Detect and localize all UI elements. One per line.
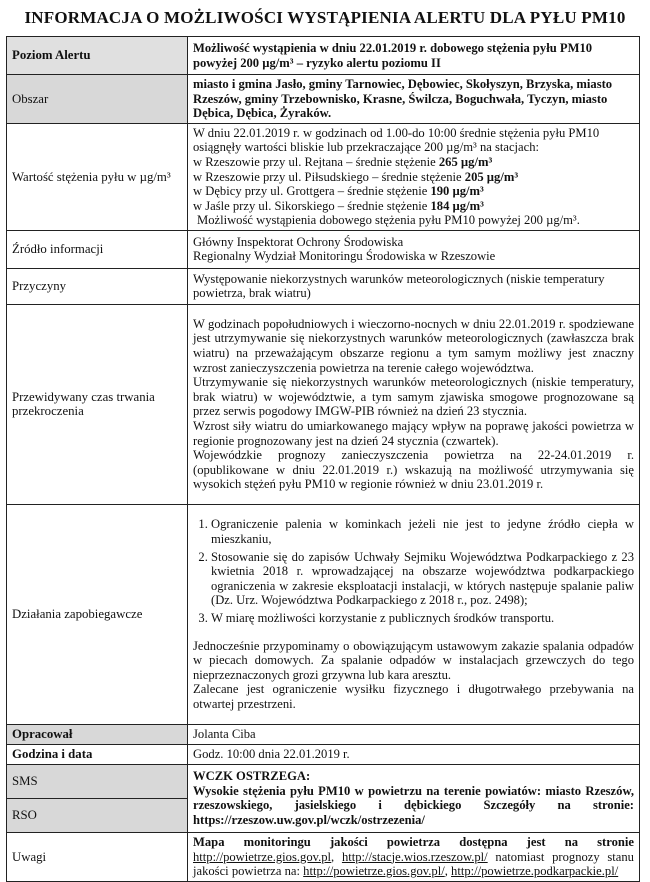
reminder-paragraph: Jednocześnie przypominamy o obowiązującym ustawowym zakazie spalania odpadów w piecach domowych. Za spalanie odpadów w instalacjach grzewczych do tego nieprzeznaczonych grozi grzywna lub kara aresztu. bbox=[193, 638, 634, 682]
label-dzialania: Działania zapobiegawcze bbox=[7, 504, 188, 724]
value-zrodlo bbox=[188, 230, 640, 268]
sms-body-text: Wysokie stężenia pyłu PM10 w powietrzu na terenie powiatów: miasto Rzeszów, rzeszowskiego, jasielskiego i dębickiego Szczegóły na stronie: https://rzeszow.uw.gov.pl/wczk/ostrzezenia/ bbox=[193, 783, 634, 828]
row-zrodlo bbox=[7, 230, 640, 268]
value-godzina: Godz. 10:00 dnia 22.01.2019 r. bbox=[188, 744, 640, 764]
forecast-paragraph-4: Wojewódzkie prognozy zanieczyszczenia powietrza na 22-24.01.2019 r. (opublikowane w dniu 22.01.2019 r.) wskazują na możliwość utrzymywania się wysokich stężeń pyłu PM10 w regionie również w dniu 23.01.2019 r. bbox=[193, 448, 634, 492]
preventive-actions-list bbox=[193, 517, 634, 625]
row-godzina bbox=[7, 744, 640, 764]
document-title: INFORMACJA O MOŻLIWOŚCI WYSTĄPIENIA ALERTU DLA PYŁU PM10 bbox=[24, 8, 626, 27]
label-godzina: Godzina i data bbox=[7, 744, 188, 764]
sms-heading-text: WCZK OSTRZEGA: bbox=[193, 769, 311, 784]
label-obszar: Obszar bbox=[7, 75, 188, 124]
station-text: w Dębicy przy ul. Grottgera – średnie stężenie bbox=[193, 184, 428, 199]
value-obszar bbox=[188, 75, 640, 124]
station-line bbox=[193, 170, 634, 185]
map-lead-text: Mapa monitoringu jakości powietrza dostępna jest na stronie bbox=[193, 834, 634, 849]
station-line bbox=[193, 184, 634, 199]
station-value: 190 µg/m³ bbox=[430, 184, 484, 199]
spacer bbox=[193, 629, 634, 639]
causes-text: Występowanie niekorzystnych warunków meteorologicznych (niskie temperatury powietrza, brak wiatru) bbox=[193, 271, 605, 301]
row-opracowal bbox=[7, 724, 640, 744]
sms-body bbox=[193, 784, 634, 828]
link-powietrze-gios-2[interactable]: http://powietrze.gios.gov.pl/ bbox=[303, 864, 445, 879]
label-wartosc: Wartość stężenia pyłu w µg/m³ bbox=[7, 123, 188, 230]
label-przyczyny: Przyczyny bbox=[7, 268, 188, 304]
value-poziom-alertu bbox=[188, 37, 640, 75]
row-przyczyny bbox=[7, 268, 640, 304]
value-sms-rso bbox=[188, 764, 640, 832]
label-zrodlo: Źródło informacji bbox=[7, 230, 188, 268]
row-przewidywany bbox=[7, 304, 640, 504]
concentration-outro: Możliwość wystąpienia dobowego stężenia pyłu PM10 powyżej 200 µg/m³. bbox=[197, 213, 580, 228]
forecast-paragraph-3: Wzrost siły wiatru do umiarkowanego mający wpływ na poprawę jakości powietrza w regionie prognozowany jest na dzień 24 stycznia (czwartek). bbox=[193, 419, 634, 448]
label-przewidywany: Przewidywany czas trwania przekroczenia bbox=[7, 304, 188, 504]
station-value: 184 µg/m³ bbox=[430, 198, 484, 213]
preventive-action-item: 3. W miarę możliwości korzystanie z publicznych środków transportu. bbox=[211, 611, 634, 626]
source-line-2: Regionalny Wydział Monitoringu Środowiska w Rzeszowie bbox=[193, 249, 496, 264]
forecast-paragraph-1: W godzinach popołudniowych i wieczorno-nocnych w dniu 22.01.2019 r. spodziewane jest utrzymywanie się niekorzystnych warunków meteorologicznych (zawłaszcza brak wiatru) na przeważającym obszarze regionu a tym samym możliwy jest znaczny wzrost zanieczyszczenia powietrza na terenie całego województwa. bbox=[193, 316, 634, 375]
forecast-lead-text: natomiast prognozy stanu jakości powietrza na: bbox=[193, 849, 634, 879]
recommendation-paragraph: Zalecane jest ograniczenie wysiłku fizycznego i długotrwałego przebywania na otwartej przestrzeni. bbox=[193, 682, 634, 711]
row-dzialania bbox=[7, 504, 640, 724]
station-line bbox=[193, 155, 634, 170]
row-sms bbox=[7, 764, 640, 798]
separator: , bbox=[331, 849, 335, 864]
station-value: 265 µg/m³ bbox=[438, 154, 493, 169]
value-przewidywany bbox=[188, 304, 640, 504]
preventive-action-item: 2. Stosowanie się do zapisów Uchwały Sejmiku Województwa Podkarpackiego z 23 kwietnia 2018 r. wprowadzającej na obszarze województwa podkarpackiego ograniczenia w zakresie eksploatacji instalacji, w których następuje spalanie paliw (Dz. Urz. Województwa Podkarpackiego z 2018 r., poz. 2498); bbox=[211, 550, 634, 608]
label-poziom-alertu: Poziom Alertu bbox=[7, 37, 188, 75]
label-rso: RSO bbox=[7, 798, 188, 832]
preventive-action-item: 1. Ograniczenie palenia w kominkach jeżeli nie jest to jedyne źródło ciepła w mieszkaniu, bbox=[211, 517, 634, 546]
row-uwagi bbox=[7, 832, 640, 881]
station-text: w Rzeszowie przy ul. Rejtana – średnie stężenie bbox=[193, 154, 436, 169]
alert-level-text: Możliwość wystąpienia w dniu 22.01.2019 r. dobowego stężenia pyłu PM10 powyżej 200 µg/m³ – ryzyko alertu poziomu II bbox=[193, 40, 593, 70]
separator: , bbox=[444, 864, 448, 879]
value-dzialania bbox=[188, 504, 640, 724]
label-sms: SMS bbox=[7, 764, 188, 798]
forecast-paragraph-2: Utrzymywanie się niekorzystnych warunków meteorologicznych (niskie temperatury, brak wiatru) w województwie, a tym samym zjawiska smogowe prognozowane są przez serwis pogodowy IMGW-PIB również na dzień 23 stycznia. bbox=[193, 375, 634, 419]
label-opracowal-text: Opracował bbox=[12, 727, 73, 742]
station-text: w Rzeszowie przy ul. Piłsudskiego – średnie stężenie bbox=[193, 169, 462, 184]
value-uwagi bbox=[188, 832, 640, 881]
link-powietrze-gios[interactable]: http://powietrze.gios.gov.pl bbox=[193, 849, 332, 864]
value-przyczyny bbox=[188, 268, 640, 304]
value-opracowal: Jolanta Ciba bbox=[188, 724, 640, 744]
value-wartosc bbox=[188, 123, 640, 230]
station-value: 205 µg/m³ bbox=[464, 169, 519, 184]
alert-info-table bbox=[6, 36, 640, 882]
link-stacje-wios[interactable]: http://stacje.wios.rzeszow.pl/ bbox=[341, 849, 488, 864]
row-wartosc bbox=[7, 123, 640, 230]
station-text: w Jaśle przy ul. Sikorskiego – średnie stężenie bbox=[193, 198, 428, 213]
label-opracowal bbox=[7, 724, 188, 744]
label-uwagi: Uwagi bbox=[7, 832, 188, 881]
row-poziom-alertu bbox=[7, 37, 640, 75]
area-text: miasto i gmina Jasło, gminy Tarnowiec, Dębowiec, Skołyszyn, Brzyska, miasto Rzeszów, gminy Trzebownisko, Krasne, Świlcza, Boguchwała, Tyczyn, miasto Dębica, Dębica, Żyraków. bbox=[193, 77, 613, 121]
station-line bbox=[193, 199, 634, 214]
link-powietrze-podkarpackie[interactable]: http://powietrze.podkarpackie.pl/ bbox=[451, 864, 619, 879]
source-line-1: Główny Inspektorat Ochrony Środowiska bbox=[193, 234, 404, 249]
sms-heading bbox=[193, 769, 634, 784]
concentration-intro: W dniu 22.01.2019 r. w godzinach od 1.00-do 10:00 średnie stężenia pyłu PM10 osiągnęły wartości bliskie lub przekraczające 200 µg/m³ na stacjach: bbox=[193, 125, 600, 155]
row-obszar bbox=[7, 75, 640, 124]
